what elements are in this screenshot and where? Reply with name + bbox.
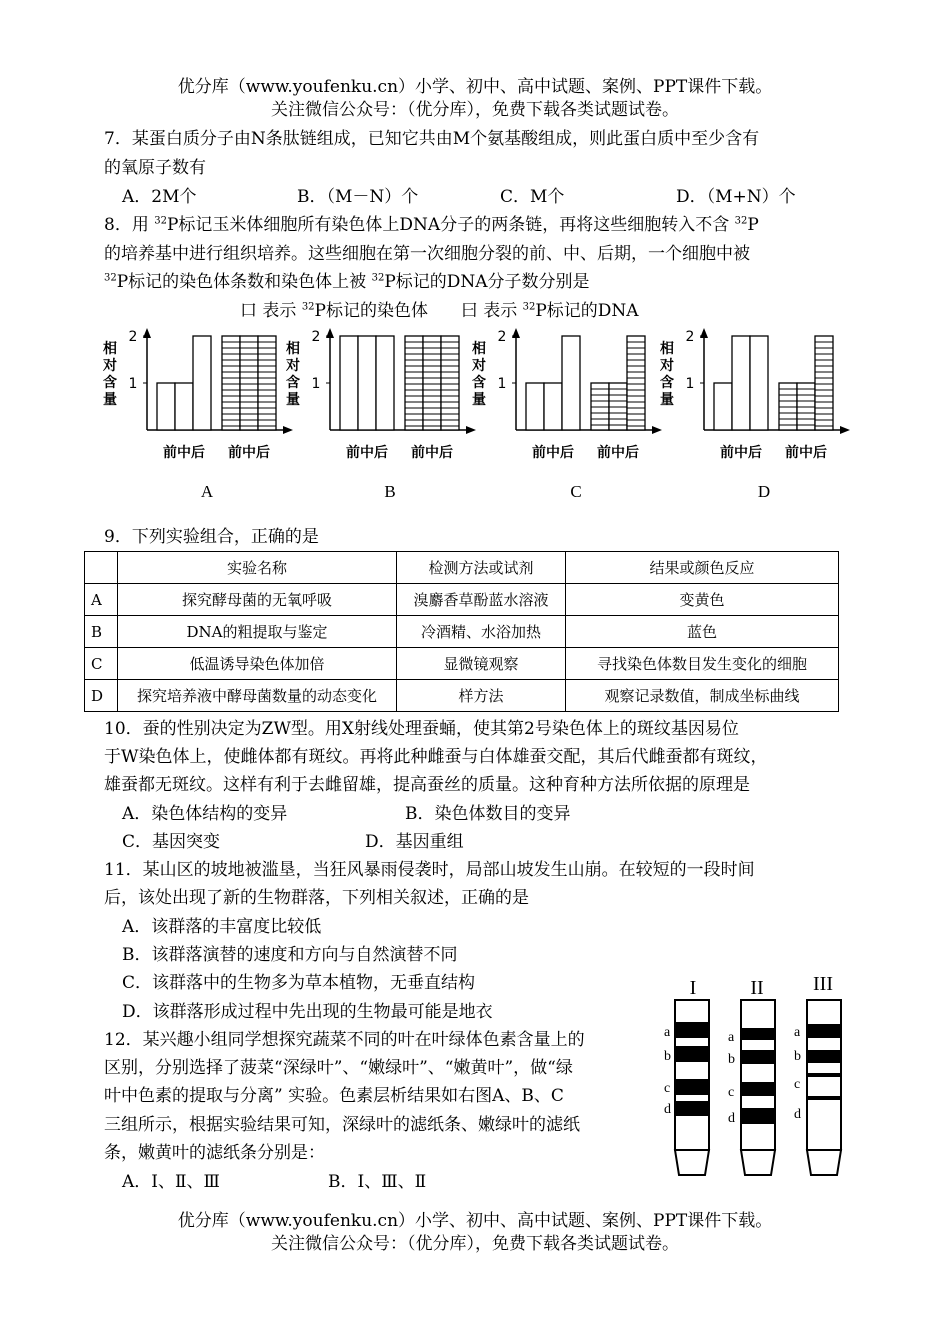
y-axis-label-char: 相 — [103, 341, 117, 357]
bar-chromosome — [157, 383, 175, 430]
y-axis-label-char: 含 — [660, 375, 674, 391]
footer-line-2: 关注微信公众号：（优分库），免费下载各类试题试卷。 — [271, 1234, 679, 1254]
table-header-cell: 实验名称 — [118, 552, 397, 584]
panel-label: B — [384, 482, 396, 501]
band-label-b: b — [728, 1052, 735, 1067]
x-group-label: 前中后 — [785, 445, 827, 461]
y-axis-label-char: 对 — [660, 358, 674, 374]
y-tick-label: 1 — [685, 376, 695, 392]
q12-option-a: A．Ⅰ、Ⅱ、Ⅲ — [122, 1172, 220, 1192]
bar-chromosome — [544, 383, 562, 430]
x-axis-arrow — [652, 426, 662, 434]
x-axis-arrow — [840, 426, 850, 434]
table-cell: 蓝色 — [566, 616, 839, 648]
band-label-c: c — [794, 1077, 801, 1092]
x-axis-arrow — [283, 426, 293, 434]
panel-label: D — [757, 482, 771, 501]
chromatography-strips — [650, 970, 850, 1185]
bar-chromosome — [358, 336, 376, 430]
q10-stem-line-1: 10．蚕的性别决定为ZW型。用X射线处理蚕蛹，使其第2号染色体上的斑纹基因易位 — [104, 719, 739, 739]
table-cell: B — [85, 616, 118, 648]
band-label-b: b — [794, 1049, 801, 1064]
y-tick-label: 2 — [311, 329, 321, 345]
band-label-a: a — [794, 1025, 801, 1040]
q10-option-c: C．基因突变 — [122, 832, 221, 852]
bar-chromosome — [732, 336, 750, 430]
table-header-cell — [85, 552, 118, 584]
q8-stem-line-3: $^{32}$P标记的染色体条数和染色体上被 $^{32}$P标记的DNA分子数分别是 — [104, 272, 590, 292]
q9-stem: 9．下列实验组合，正确的是 — [104, 527, 319, 547]
panel-label: C — [570, 482, 582, 501]
y-axis-label-char: 量 — [472, 392, 486, 408]
bar-dna — [240, 336, 258, 430]
table-cell: 冷酒精、水浴加热 — [397, 616, 566, 648]
y-axis-label-char: 含 — [286, 375, 300, 391]
table-cell: C — [85, 648, 118, 680]
q7-option-b: B．（M－N）个 — [297, 187, 419, 207]
y-axis-label-char: 相 — [660, 341, 674, 357]
x-group-label: 前中后 — [597, 445, 639, 461]
strip-2 — [728, 1000, 775, 1175]
y-tick-label: 1 — [311, 376, 321, 392]
table-cell: 溴麝香草酚蓝水溶液 — [397, 584, 566, 616]
x-group-label: 前中后 — [228, 445, 270, 461]
y-axis-label-char: 量 — [286, 392, 300, 408]
q10-stem-line-2: 于W染色体上，使雌体都有斑纹。再将此种雌蚕与白体雄蚕交配，其后代雌蚕都有斑纹， — [104, 747, 768, 767]
x-group-label: 前中后 — [346, 445, 388, 461]
bar-dna — [441, 336, 459, 430]
table-cell: 探究酵母菌的无氧呼吸 — [118, 584, 397, 616]
x-group-label: 前中后 — [411, 445, 453, 461]
q8-stem-line-2: 的培养基中进行组织培养。这些细胞在第一次细胞分裂的前、中、后期，一个细胞中被 — [104, 244, 750, 264]
strip-label-3: III — [813, 973, 833, 995]
q10-stem-line-3: 雄蚕都无斑纹。这样有利于去雌留雄，提高蚕丝的质量。这种育种方法所依据的原理是 — [104, 775, 750, 795]
q12-stem-line-2: 区别，分别选择了菠菜“深绿叶”、“嫩绿叶”、“嫩黄叶”，做“绿 — [104, 1058, 573, 1078]
band-label-a: a — [728, 1030, 735, 1045]
table-header-cell: 结果或颜色反应 — [566, 552, 839, 584]
y-axis-label-char: 量 — [660, 392, 674, 408]
table-header-row — [85, 552, 839, 584]
bar-dna — [423, 336, 441, 430]
bar-dna — [815, 336, 833, 430]
y-tick-label: 2 — [497, 329, 507, 345]
y-axis-label-char: 相 — [472, 341, 486, 357]
q8-legend: 口 表示 $^{32}$P标记的染色体 曰 表示 $^{32}$P标记的DNA — [240, 301, 639, 321]
band-label-d: d — [728, 1111, 735, 1126]
table-cell: 样方法 — [397, 680, 566, 712]
bar-chromosome — [750, 336, 768, 430]
panel-label: A — [200, 482, 214, 501]
q11-stem-line-2: 后，该处出现了新的生物群落，下列相关叙述，正确的是 — [104, 888, 529, 908]
strip-3 — [794, 1000, 841, 1175]
y-axis-label-char: 含 — [472, 375, 486, 391]
q7-stem-line-1: 7．某蛋白质分子由N条肽链组成，已知它共由M个氨基酸组成，则此蛋白质中至少含有 — [104, 129, 760, 149]
y-axis-label-char: 对 — [103, 358, 117, 374]
bar-dna — [405, 336, 423, 430]
bar-dna — [627, 336, 645, 430]
band-label-c: c — [664, 1081, 671, 1096]
q7-option-d: D．（M+N）个 — [676, 187, 796, 207]
band-label-a: a — [664, 1025, 671, 1040]
q8-stem-line-1: 8．用 $^{32}$P标记玉米体细胞所有染色体上DNA分子的两条链，再将这些细胞转入不含 $^{32}$P — [104, 215, 759, 235]
bar-chromosome — [340, 336, 358, 430]
y-tick-label: 1 — [497, 376, 507, 392]
chart-panel-A — [102, 328, 293, 501]
bar-dna — [222, 336, 240, 430]
y-axis-label-char: 对 — [286, 358, 300, 374]
band-label-c: c — [728, 1085, 735, 1100]
q7-option-c: C．M个 — [500, 187, 565, 207]
q12-stem-line-3: 叶中色素的提取与分离” 实验。色素层析结果如右图A、B、C — [104, 1086, 564, 1106]
footer-line-1: 优分库（www.youfenku.cn）小学、初中、高中试题、案例、PPT课件下载。 — [177, 1211, 773, 1231]
strip-label-2: II — [750, 977, 764, 999]
table-cell: 探究培养液中酵母菌数量的动态变化 — [118, 680, 397, 712]
table-header-cell: 检测方法或试剂 — [397, 552, 566, 584]
table-row — [85, 584, 839, 616]
q7-option-a: A．2M个 — [122, 187, 197, 207]
header-line-1: 优分库（www.youfenku.cn）小学、初中、高中试题、案例、PPT课件下载。 — [177, 77, 773, 97]
y-axis-label-char: 对 — [472, 358, 486, 374]
y-axis-label-char: 含 — [103, 375, 117, 391]
band-label-d: d — [794, 1107, 801, 1122]
q11-option-c: C．该群落中的生物多为草本植物，无垂直结构 — [122, 973, 476, 993]
y-tick-label: 2 — [128, 329, 138, 345]
table-row — [85, 616, 839, 648]
y-tick-label: 2 — [685, 329, 695, 345]
table-cell: 低温诱导染色体加倍 — [118, 648, 397, 680]
table-cell: DNA的粗提取与鉴定 — [118, 616, 397, 648]
bar-chromosome — [714, 383, 732, 430]
q12-stem-line-4: 三组所示，根据实验结果可知，深绿叶的滤纸条、嫩绿叶的滤纸 — [104, 1115, 580, 1135]
x-group-label: 前中后 — [163, 445, 205, 461]
q7-stem-line-2: 的氧原子数有 — [104, 158, 206, 178]
table-cell: 寻找染色体数目发生变化的细胞 — [566, 648, 839, 680]
chart-panel-C — [471, 328, 662, 501]
table-cell: 变黄色 — [566, 584, 839, 616]
y-axis-label-char: 相 — [286, 341, 300, 357]
q8-charts — [0, 320, 950, 510]
q12-stem-line-1: 12．某兴趣小组同学想探究蔬菜不同的叶在叶绿体色素含量上的 — [104, 1030, 585, 1050]
q11-stem-line-1: 11．某山区的坡地被滥垦，当狂风暴雨侵袭时，局部山坡发生山崩。在较短的一段时间 — [104, 860, 755, 880]
y-tick-label: 1 — [128, 376, 138, 392]
table-cell: A — [85, 584, 118, 616]
band-label-d: d — [664, 1102, 671, 1117]
x-group-label: 前中后 — [532, 445, 574, 461]
table-cell: 显微镜观察 — [397, 648, 566, 680]
chart-panel-B — [285, 328, 476, 501]
q9-table — [84, 551, 839, 712]
strip-1 — [664, 1000, 709, 1175]
bar-dna — [258, 336, 276, 430]
y-axis-label-char: 量 — [103, 392, 117, 408]
q10-option-d: D．基因重组 — [365, 832, 464, 852]
table-cell: 观察记录数值，制成坐标曲线 — [566, 680, 839, 712]
bar-chromosome — [193, 336, 211, 430]
bar-chromosome — [376, 336, 394, 430]
q12-option-b: B．Ⅰ、Ⅲ、Ⅱ — [328, 1172, 427, 1192]
band-label-b: b — [664, 1049, 671, 1064]
chart-panel-D — [659, 328, 850, 501]
bar-chromosome — [562, 336, 580, 430]
q11-option-b: B．该群落演替的速度和方向与自然演替不同 — [122, 945, 458, 965]
header-line-2: 关注微信公众号：（优分库），免费下载各类试题试卷。 — [271, 100, 679, 120]
bar-chromosome — [175, 383, 193, 430]
table-row — [85, 680, 839, 712]
strip-label-1: I — [689, 977, 697, 999]
bar-chromosome — [526, 383, 544, 430]
x-group-label: 前中后 — [720, 445, 762, 461]
x-axis-arrow — [466, 426, 476, 434]
q12-stem-line-5: 条，嫩黄叶的滤纸条分别是： — [104, 1143, 325, 1163]
q11-option-a: A．该群落的丰富度比较低 — [122, 917, 322, 937]
q11-option-d: D．该群落形成过程中先出现的生物最可能是地衣 — [122, 1002, 493, 1022]
q10-option-b: B．染色体数目的变异 — [405, 804, 571, 824]
table-row — [85, 648, 839, 680]
q10-option-a: A．染色体结构的变异 — [122, 804, 288, 824]
table-cell: D — [85, 680, 118, 712]
